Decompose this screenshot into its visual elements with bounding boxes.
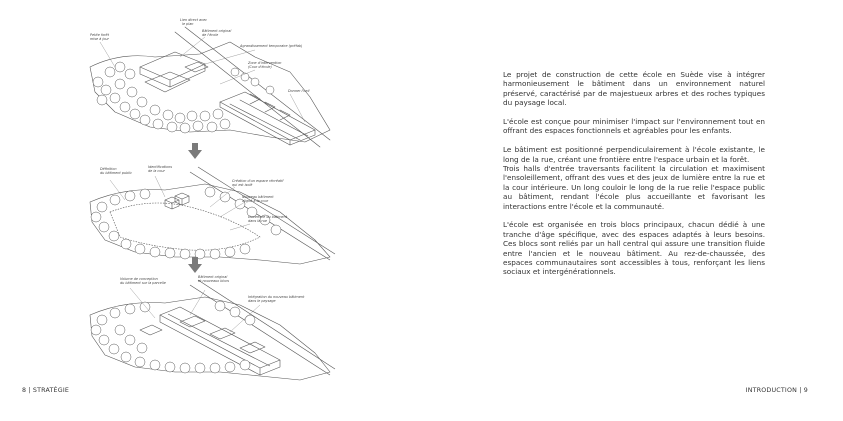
annotation: dans la rue — [248, 219, 267, 223]
annotation: de la cour — [148, 169, 165, 173]
page-footer-left: 8 | STRATÉGIE — [22, 387, 70, 394]
annotation: Nouveau bâtiment — [242, 195, 274, 199]
annotation: et nouveaux blocs — [198, 279, 230, 283]
paragraph: Trois halls d'entrée traversants facilitent la circulation et maximisent l'ensoleillement, offrant des vues et des jeux de lumière entre la rue et la cour intérieure. Un long couloir le long de la rue relie l'espace public au bâtiment, rendant l'école plus accueillante et favorisant les interactions entre l'école et la communauté. — [503, 164, 765, 211]
page-footer-right: INTRODUCTION | 9 — [745, 387, 808, 394]
site-sketch-strategy — [80, 162, 340, 267]
annotation: du bâtiment sur la parcelle — [120, 281, 166, 285]
annotation: aligné à la cour — [242, 199, 269, 203]
sketch-sequence — [80, 12, 340, 382]
left-page — [0, 0, 421, 421]
annotation: mise à jour — [90, 37, 109, 41]
annotation: Petite forêt — [90, 33, 109, 37]
annotation: qui est isolé — [232, 183, 253, 187]
annotation: Identifications — [148, 165, 173, 169]
right-page — [421, 0, 843, 421]
paragraph: Le projet de construction de cette école en Suède vise à intégrer harmonieusement le bâtiment dans un environnement naturel préservé, caractérisé par de majestueux arbres et des roches typiques du paysage local. — [503, 70, 765, 108]
annotation: le plan — [182, 22, 194, 26]
annotation: Bâtiment original — [202, 29, 232, 33]
site-sketch-proposal — [80, 270, 340, 385]
paragraph: Le bâtiment est positionné perpendiculairement à l'école existante, le long de la rue, créant une frontière entre l'espace urbain et la forêt. — [503, 145, 765, 164]
annotation: Bâtiment original — [198, 275, 228, 279]
annotation: de l'école — [202, 33, 219, 37]
annotation: du bâtiment public — [100, 171, 133, 175]
annotation: Zone d'intervention — [248, 61, 282, 65]
paragraph: L'école est conçue pour minimiser l'impact sur l'environnement tout en offrant des espaces fonctionnels et agréables pour les enfants. — [503, 117, 765, 136]
paragraph: L'école est organisée en trois blocs principaux, chacun dédié à une tranche d'âge spécifique, avec des espaces adaptés à leurs besoins. Ces blocs sont reliés par un hall central qui assure une transition fluide entre l'ancien et le nouveau bâtiment. Au rez-de-chaussée, des espaces communautaires sont accessibles à tous, renforçant les liens sociaux et intergénérationnels. — [503, 220, 765, 277]
annotation: Ouverture du bâtiment — [248, 215, 288, 219]
annotation: dans le paysage — [248, 299, 276, 303]
annotation: Volume de conception — [120, 277, 158, 281]
annotation: Donner l'oeil — [288, 89, 310, 93]
introduction-text — [503, 70, 765, 286]
annotation: Agrandissement temporaire (préfab) — [240, 44, 303, 48]
down-arrow-icon — [188, 143, 202, 159]
annotation: (Cour d'école) — [248, 65, 272, 69]
annotation: Définition — [100, 167, 117, 171]
annotation: Création d'un espace récréatif — [232, 179, 284, 183]
site-sketch-existing — [80, 12, 340, 152]
annotation: Lien direct avec — [180, 18, 208, 22]
annotation: Intégration du nouveau bâtiment — [248, 295, 305, 299]
